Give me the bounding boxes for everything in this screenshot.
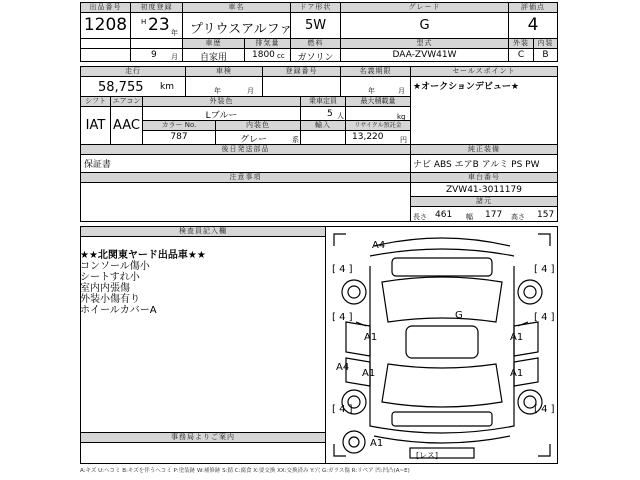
selling-header: セールスポイント bbox=[411, 67, 557, 76]
les-value: レス bbox=[419, 451, 435, 460]
damage-four-right-low: [ 4 ] bbox=[534, 404, 555, 415]
max-load-header: 最大積載量 bbox=[346, 97, 410, 106]
inspection-header: 車検 bbox=[186, 67, 262, 76]
int-score-header: 内装 bbox=[534, 39, 557, 48]
capacity: 5 bbox=[327, 109, 333, 119]
capacity-unit: 人 bbox=[337, 112, 344, 120]
kg-unit: kg bbox=[397, 113, 406, 121]
shift-type: IAT bbox=[85, 118, 106, 133]
damage-a4-top: A4 bbox=[372, 240, 386, 251]
damage-a4-left: A4 bbox=[336, 362, 350, 373]
ext-color-header: 外装色 bbox=[143, 97, 300, 106]
door-type: 5W bbox=[304, 18, 327, 33]
model-type: DAA-ZVW41W bbox=[392, 50, 457, 60]
transfer-header: 名義期限 bbox=[341, 67, 410, 76]
note-line: 室内内張傷 bbox=[80, 283, 130, 294]
capacity-header: 乗車定員 bbox=[301, 97, 345, 106]
color-no: 787 bbox=[170, 132, 188, 142]
transfer-year-unit: 年 bbox=[368, 87, 375, 95]
score-header: 評価点 bbox=[509, 3, 557, 12]
note-line: 外装小傷有り bbox=[80, 294, 140, 305]
lot-number: 1208 bbox=[83, 15, 128, 35]
note-line: シートすれ小 bbox=[80, 272, 140, 283]
factory-options: ナビ ABS エアB アルミ PS PW bbox=[413, 160, 540, 170]
damage-four-left-top: [ 4 ] bbox=[332, 264, 353, 275]
damage-a1-lower-right: A1 bbox=[510, 368, 524, 379]
office-header: 事務局よりご案内 bbox=[81, 433, 325, 442]
fuel: ガソリン bbox=[297, 53, 334, 63]
reg-month: 9 bbox=[151, 50, 157, 60]
displacement-header: 排気量 bbox=[245, 39, 290, 48]
int-color: グレー bbox=[240, 135, 268, 145]
note-line: コンソール傷小 bbox=[80, 261, 150, 272]
four-value: 4 bbox=[541, 404, 548, 415]
insp-year-unit: 年 bbox=[214, 87, 221, 95]
year: 23 bbox=[148, 15, 170, 35]
four-value: 4 bbox=[339, 312, 346, 323]
grade-header: グレード bbox=[341, 3, 508, 12]
ext-color: Lブルー bbox=[205, 111, 238, 121]
fuel-header: 燃料 bbox=[291, 39, 340, 48]
damage-glass: G bbox=[455, 310, 463, 321]
color-no-header: カラー No. bbox=[143, 121, 215, 130]
recycle-header: リサイクル預託金 bbox=[346, 121, 410, 130]
length: 461 bbox=[435, 210, 453, 220]
damage-four-right-mid: [ 4 ] bbox=[534, 312, 555, 323]
insp-month-unit: 月 bbox=[247, 87, 254, 95]
first-reg-header: 初度登録 bbox=[131, 3, 182, 12]
length-label: 長さ bbox=[413, 213, 427, 221]
dimensions-header: 諸元 bbox=[411, 197, 557, 206]
inspector-notes bbox=[80, 250, 206, 316]
transfer-month-unit: 月 bbox=[398, 87, 405, 95]
int-score: B bbox=[542, 50, 549, 60]
damage-les: [レス] bbox=[416, 451, 439, 460]
options: 保証書 bbox=[84, 160, 112, 170]
shift-header: シフト bbox=[81, 97, 110, 106]
note-line: ★★北関東ヤード出品車★★ bbox=[80, 250, 206, 261]
doors-header: ドア形状 bbox=[291, 3, 340, 12]
damage-a1-bottom: A1 bbox=[370, 438, 384, 449]
ext-score: C bbox=[517, 50, 525, 60]
recycle: 13,220 bbox=[352, 132, 384, 142]
import-header: 輸入 bbox=[301, 121, 345, 130]
year-unit: 年 bbox=[171, 29, 178, 37]
car-name-header: 車名 bbox=[183, 3, 290, 12]
options-header: 後日発送部品 bbox=[81, 145, 410, 154]
car-name: プリウスアルファ bbox=[190, 22, 293, 37]
int-color-suffix: 系 bbox=[292, 136, 299, 144]
height: 157 bbox=[537, 210, 555, 220]
usage-header: 車歴 bbox=[183, 39, 244, 48]
month-unit: 月 bbox=[171, 53, 178, 61]
selling-point: ★オークションデビュー★ bbox=[413, 82, 519, 92]
height-label: 高さ bbox=[511, 213, 525, 221]
four-value: 4 bbox=[541, 312, 548, 323]
plate-header: 登録番号 bbox=[263, 67, 340, 76]
yen-unit: 円 bbox=[400, 136, 407, 144]
frame-number: ZVW41-3011179 bbox=[445, 185, 522, 195]
width: 177 bbox=[485, 210, 503, 220]
mileage: 58,755 bbox=[98, 80, 144, 95]
width-label: 幅 bbox=[466, 213, 473, 221]
usage: 自家用 bbox=[199, 53, 227, 63]
ac-type: AAC bbox=[113, 118, 140, 133]
damage-a1-right: A1 bbox=[510, 332, 524, 343]
legend: A:キズ U:ヘコミ B:キズを伴うヘコミ P:塗装跡 W:補修跡 S:錆 C:腐食 X:要交換 XX:交換済み Y:穴 G:ガラス傷 R:リペア 凹:凹凸(A~E) bbox=[80, 468, 410, 474]
four-value: 4 bbox=[541, 264, 548, 275]
mileage-header: 走行 bbox=[81, 67, 185, 76]
note-line: ホイールカバーA bbox=[80, 305, 157, 316]
damage-a1-lower-left: A1 bbox=[362, 368, 376, 379]
grade: G bbox=[419, 18, 430, 33]
frame-no-header: 車台番号 bbox=[411, 173, 557, 182]
cc-unit: cc bbox=[277, 52, 285, 60]
model-type-header: 型式 bbox=[341, 39, 508, 48]
four-value: 4 bbox=[339, 264, 346, 275]
lot-no-header: 出品番号 bbox=[81, 3, 130, 12]
score: 4 bbox=[527, 15, 539, 35]
notes-header: 注意事項 bbox=[81, 173, 410, 182]
int-color-header: 内装色 bbox=[216, 121, 300, 130]
displacement: 1800 bbox=[252, 50, 275, 60]
damage-a1-left: A1 bbox=[364, 332, 378, 343]
ac-header: エアコン bbox=[112, 97, 141, 105]
ext-score-header: 外装 bbox=[509, 39, 533, 48]
damage-four-left-low: [ 4 ] bbox=[332, 404, 353, 415]
era: H bbox=[141, 18, 147, 26]
damage-four-left-mid: [ 4 ] bbox=[332, 312, 353, 323]
damage-four-right-top: [ 4 ] bbox=[534, 264, 555, 275]
damage-diagram bbox=[326, 226, 558, 464]
inspector-header: 検査員記入欄 bbox=[81, 227, 325, 236]
four-value: 4 bbox=[339, 404, 346, 415]
factory-opts-header: 純正装備 bbox=[411, 145, 557, 154]
km-unit: km bbox=[160, 82, 174, 92]
